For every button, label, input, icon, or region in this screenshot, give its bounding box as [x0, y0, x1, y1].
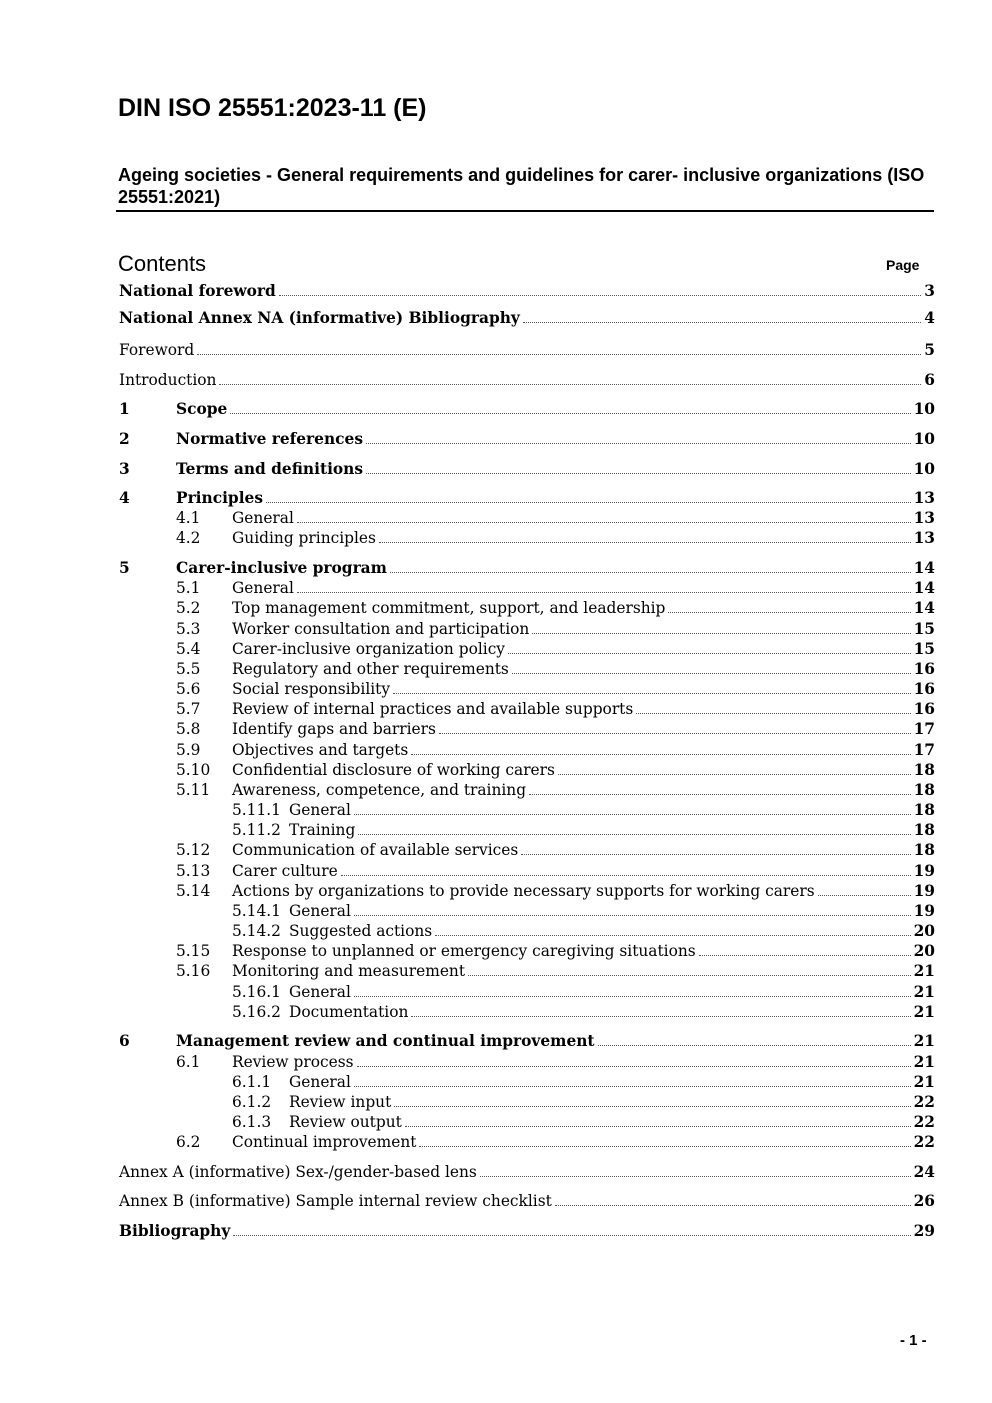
toc-entry-page: 6 [924, 371, 935, 389]
toc-entry-page: 21 [913, 1073, 935, 1091]
toc-entry-page: 22 [913, 1133, 935, 1151]
toc-dot-leader [297, 521, 911, 523]
toc-dot-leader [279, 294, 921, 296]
toc-entry-number: 5.3 [176, 620, 201, 638]
toc-entry-page: 22 [913, 1113, 935, 1131]
toc-entry-title: Annex B (informative) Sample internal review checklist [119, 1192, 552, 1210]
title-divider [116, 210, 934, 212]
toc-entry[interactable] [119, 457, 935, 479]
toc-entry-page: 20 [913, 942, 935, 960]
toc-entry-page: 13 [913, 489, 935, 507]
toc-entry-number: 5.16.2 [232, 1003, 281, 1021]
toc-entry-number: 5.12 [176, 841, 211, 859]
toc-entry-title: General [232, 579, 294, 597]
toc-entry-title: General [289, 983, 351, 1001]
toc-entry-title: Actions by organizations to provide necessary supports for working carers [232, 882, 815, 900]
toc-entry-title: General [289, 1073, 351, 1091]
toc-entry-page: 13 [913, 529, 935, 547]
document-title: DIN ISO 25551:2023-11 (E) [118, 94, 427, 122]
toc-entry[interactable] [119, 486, 935, 508]
toc-entry-title: Awareness, competence, and training [232, 781, 527, 799]
toc-dot-leader [366, 472, 911, 474]
toc-entry[interactable] [119, 919, 935, 941]
toc-entry-page: 16 [913, 700, 935, 718]
toc-entry-number: 2 [119, 430, 130, 448]
toc-dot-leader [394, 1105, 910, 1107]
toc-entry-page: 14 [913, 599, 935, 617]
toc-entry[interactable] [119, 838, 935, 860]
toc-entry-title: Top management commitment, support, and leadership [232, 599, 666, 617]
toc-entry-number: 6.1.1 [232, 1073, 272, 1091]
toc-entry[interactable] [119, 506, 935, 528]
toc-entry-number: 5.16 [176, 962, 211, 980]
document-subtitle: Ageing societies - General requirements and guidelines for carer- inclusive organizations (ISO 25551:2021) [118, 165, 925, 207]
toc-entry[interactable] [119, 980, 935, 1002]
toc-entry-title: Foreword [119, 341, 195, 359]
toc-dot-leader [439, 732, 911, 734]
toc-dot-leader [219, 383, 921, 385]
toc-entry[interactable] [119, 1110, 935, 1132]
toc-entry-page: 26 [913, 1192, 935, 1210]
toc-entry-number: 5.9 [176, 741, 201, 759]
toc-dot-leader [354, 813, 911, 815]
toc-dot-leader [379, 541, 911, 543]
toc-entry-number: 5.2 [176, 599, 201, 617]
toc-entry-page: 20 [913, 922, 935, 940]
toc-entry[interactable] [119, 717, 935, 739]
toc-entry[interactable] [119, 859, 935, 881]
toc-entry-title: Review process [232, 1053, 354, 1071]
toc-entry-page: 16 [913, 660, 935, 678]
toc-entry-title: Scope [176, 400, 228, 418]
toc-entry-title: Carer-inclusive organization policy [232, 640, 506, 658]
toc-dot-leader [598, 1044, 911, 1046]
toc-entry[interactable] [119, 338, 935, 360]
toc-dot-leader [419, 1145, 910, 1147]
toc-entry[interactable] [119, 778, 935, 800]
contents-heading: Contents [118, 251, 207, 276]
toc-entry[interactable] [119, 279, 935, 301]
toc-entry-title: Carer culture [232, 862, 338, 880]
toc-entry-page: 21 [913, 962, 935, 980]
toc-entry[interactable] [119, 1219, 935, 1241]
toc-entry-title: Response to unplanned or emergency caregiving situations [232, 942, 696, 960]
toc-entry-title: Bibliography [119, 1222, 231, 1240]
toc-entry-title: Terms and definitions [176, 460, 364, 478]
toc-entry[interactable] [119, 576, 935, 598]
toc-entry[interactable] [119, 1189, 935, 1211]
toc-entry-page: 17 [913, 741, 935, 759]
toc-dot-leader [699, 954, 911, 956]
toc-entry-page: 18 [913, 821, 935, 839]
toc-entry-title: Management review and continual improvement [176, 1032, 595, 1050]
toc-entry-title: Principles [176, 489, 264, 507]
toc-entry-number: 5.14.1 [232, 902, 281, 920]
toc-dot-leader [558, 773, 911, 775]
toc-dot-leader [521, 853, 910, 855]
toc-entry-title: General [289, 801, 351, 819]
toc-entry[interactable] [119, 637, 935, 659]
toc-entry-title: Review output [289, 1113, 402, 1131]
toc-entry-number: 6.1.3 [232, 1113, 272, 1131]
toc-entry-title: Objectives and targets [232, 741, 409, 759]
toc-entry-number: 5 [119, 559, 130, 577]
toc-entry[interactable] [119, 368, 935, 390]
toc-entry-number: 5.14 [176, 882, 211, 900]
toc-entry-page: 18 [913, 761, 935, 779]
toc-dot-leader [512, 672, 911, 674]
toc-entry-number: 5.11.1 [232, 801, 281, 819]
toc-entry[interactable] [119, 526, 935, 548]
toc-dot-leader [555, 1204, 911, 1206]
toc-entry-number: 5.6 [176, 680, 201, 698]
toc-entry[interactable] [119, 1050, 935, 1072]
toc-dot-leader [435, 934, 910, 936]
toc-entry[interactable] [119, 1130, 935, 1152]
toc-dot-leader [366, 442, 911, 444]
toc-entry-page: 21 [913, 1003, 935, 1021]
toc-entry-title: Worker consultation and participation [232, 620, 530, 638]
toc-entry-number: 3 [119, 460, 130, 478]
toc-entry-title: Monitoring and measurement [232, 962, 466, 980]
toc-entry-number: 5.1 [176, 579, 201, 597]
toc-entry-page: 19 [913, 902, 935, 920]
toc-entry[interactable] [119, 556, 935, 578]
toc-entry-number: 5.5 [176, 660, 201, 678]
toc-entry-title: Introduction [119, 371, 217, 389]
toc-entry[interactable] [119, 427, 935, 449]
toc-dot-leader [529, 793, 911, 795]
toc-entry-title: Regulatory and other requirements [232, 660, 509, 678]
toc-entry-number: 6.2 [176, 1133, 201, 1151]
toc-entry-title: Training [289, 821, 356, 839]
toc-entry-page: 14 [913, 579, 935, 597]
toc-dot-leader [266, 501, 911, 503]
toc-dot-leader [230, 412, 910, 414]
toc-entry-page: 13 [913, 509, 935, 527]
toc-entry[interactable] [119, 959, 935, 981]
toc-entry-page: 18 [913, 781, 935, 799]
toc-entry[interactable] [119, 798, 935, 820]
toc-entry-page: 10 [913, 400, 935, 418]
toc-entry-title: Normative references [176, 430, 363, 448]
toc-dot-leader [508, 652, 911, 654]
toc-entry[interactable] [119, 596, 935, 618]
toc-entry[interactable] [119, 306, 935, 328]
toc-entry-number: 5.10 [176, 761, 211, 779]
toc-entry[interactable] [119, 657, 935, 679]
toc-entry-title: Guiding principles [232, 529, 376, 547]
toc-dot-leader [523, 321, 921, 323]
toc-entry-page: 18 [913, 841, 935, 859]
toc-entry-title: Suggested actions [289, 922, 433, 940]
toc-entry-number: 6.1.2 [232, 1093, 272, 1111]
toc-entry-number: 6 [119, 1032, 130, 1050]
toc-entry-title: Annex A (informative) Sex-/gender-based lens [119, 1163, 477, 1181]
toc-entry-title: Documentation [289, 1003, 409, 1021]
toc-entry-page: 10 [913, 460, 935, 478]
toc-dot-leader [197, 353, 921, 355]
toc-entry-title: Carer-inclusive program [176, 559, 387, 577]
toc-entry[interactable] [119, 758, 935, 780]
toc-entry-page: 10 [913, 430, 935, 448]
toc-entry-page: 24 [913, 1163, 935, 1181]
toc-entry-title: General [232, 509, 294, 527]
toc-entry-title: Review input [289, 1093, 392, 1111]
toc-entry-number: 4.2 [176, 529, 201, 547]
toc-dot-leader [818, 894, 911, 896]
toc-entry-title: Confidential disclosure of working carers [232, 761, 555, 779]
toc-dot-leader [358, 833, 910, 835]
toc-dot-leader [468, 974, 911, 976]
toc-dot-leader [668, 611, 910, 613]
toc-entry-page: 19 [913, 882, 935, 900]
toc-entry[interactable] [119, 697, 935, 719]
toc-entry[interactable] [119, 397, 935, 419]
toc-entry[interactable] [119, 899, 935, 921]
toc-entry-page: 21 [913, 1032, 935, 1050]
toc-dot-leader [341, 874, 911, 876]
toc-entry-number: 5.7 [176, 700, 201, 718]
toc-dot-leader [411, 1015, 910, 1017]
footer-page-number: - 1 - [900, 1332, 927, 1349]
toc-entry[interactable] [119, 738, 935, 760]
toc-entry-number: 5.11.2 [232, 821, 281, 839]
toc-entry-number: 5.4 [176, 640, 201, 658]
toc-entry-title: General [289, 902, 351, 920]
toc-entry-page: 16 [913, 680, 935, 698]
toc-entry[interactable] [119, 1000, 935, 1022]
toc-entry-page: 4 [924, 309, 935, 327]
toc-dot-leader [354, 1085, 911, 1087]
toc-entry-title: National Annex NA (informative) Bibliography [119, 309, 520, 327]
toc-dot-leader [233, 1234, 910, 1236]
toc-entry-page: 14 [913, 559, 935, 577]
toc-entry[interactable] [119, 1160, 935, 1182]
toc-entry-number: 4.1 [176, 509, 201, 527]
toc-dot-leader [357, 1065, 911, 1067]
toc-dot-leader [411, 753, 910, 755]
toc-entry-number: 1 [119, 400, 130, 418]
toc-entry[interactable] [119, 617, 935, 639]
toc-entry-page: 21 [913, 1053, 935, 1071]
toc-entry-page: 19 [913, 862, 935, 880]
toc-entry-page: 29 [913, 1222, 935, 1240]
toc-dot-leader [636, 712, 910, 714]
toc-entry-page: 17 [913, 720, 935, 738]
toc-entry-title: Communication of available services [232, 841, 519, 859]
toc-entry-page: 18 [913, 801, 935, 819]
toc-entry-number: 6.1 [176, 1053, 201, 1071]
toc-entry-title: Social responsibility [232, 680, 391, 698]
toc-entry-number: 5.13 [176, 862, 211, 880]
toc-entry[interactable] [119, 818, 935, 840]
toc-dot-leader [393, 692, 911, 694]
toc-entry-number: 5.16.1 [232, 983, 281, 1001]
toc-entry-number: 5.8 [176, 720, 201, 738]
toc-entry-title: Continual improvement [232, 1133, 417, 1151]
toc-entry-page: 15 [913, 640, 935, 658]
toc-entry[interactable] [119, 1090, 935, 1112]
toc-dot-leader [354, 995, 911, 997]
toc-entry-title: National foreword [119, 282, 276, 300]
toc-entry-title: Identify gaps and barriers [232, 720, 436, 738]
toc-dot-leader [532, 632, 910, 634]
toc-entry-page: 3 [924, 282, 935, 300]
toc-entry-page: 15 [913, 620, 935, 638]
toc-entry[interactable] [119, 939, 935, 961]
toc-entry[interactable] [119, 879, 935, 901]
toc-entry-number: 5.15 [176, 942, 211, 960]
toc-entry[interactable] [119, 677, 935, 699]
toc-entry[interactable] [119, 1029, 935, 1051]
toc-entry-number: 5.14.2 [232, 922, 281, 940]
toc-dot-leader [480, 1175, 911, 1177]
toc-dot-leader [390, 571, 911, 573]
toc-dot-leader [297, 591, 911, 593]
toc-entry-page: 5 [924, 341, 935, 359]
toc-entry-page: 21 [913, 983, 935, 1001]
toc-entry-page: 22 [913, 1093, 935, 1111]
toc-entry-number: 5.11 [176, 781, 211, 799]
toc-entry[interactable] [119, 1070, 935, 1092]
page-column-label: Page [886, 257, 920, 273]
toc-entry-title: Review of internal practices and available supports [232, 700, 634, 718]
toc-entry-number: 4 [119, 489, 130, 507]
toc-dot-leader [405, 1125, 911, 1127]
toc-dot-leader [354, 914, 911, 916]
